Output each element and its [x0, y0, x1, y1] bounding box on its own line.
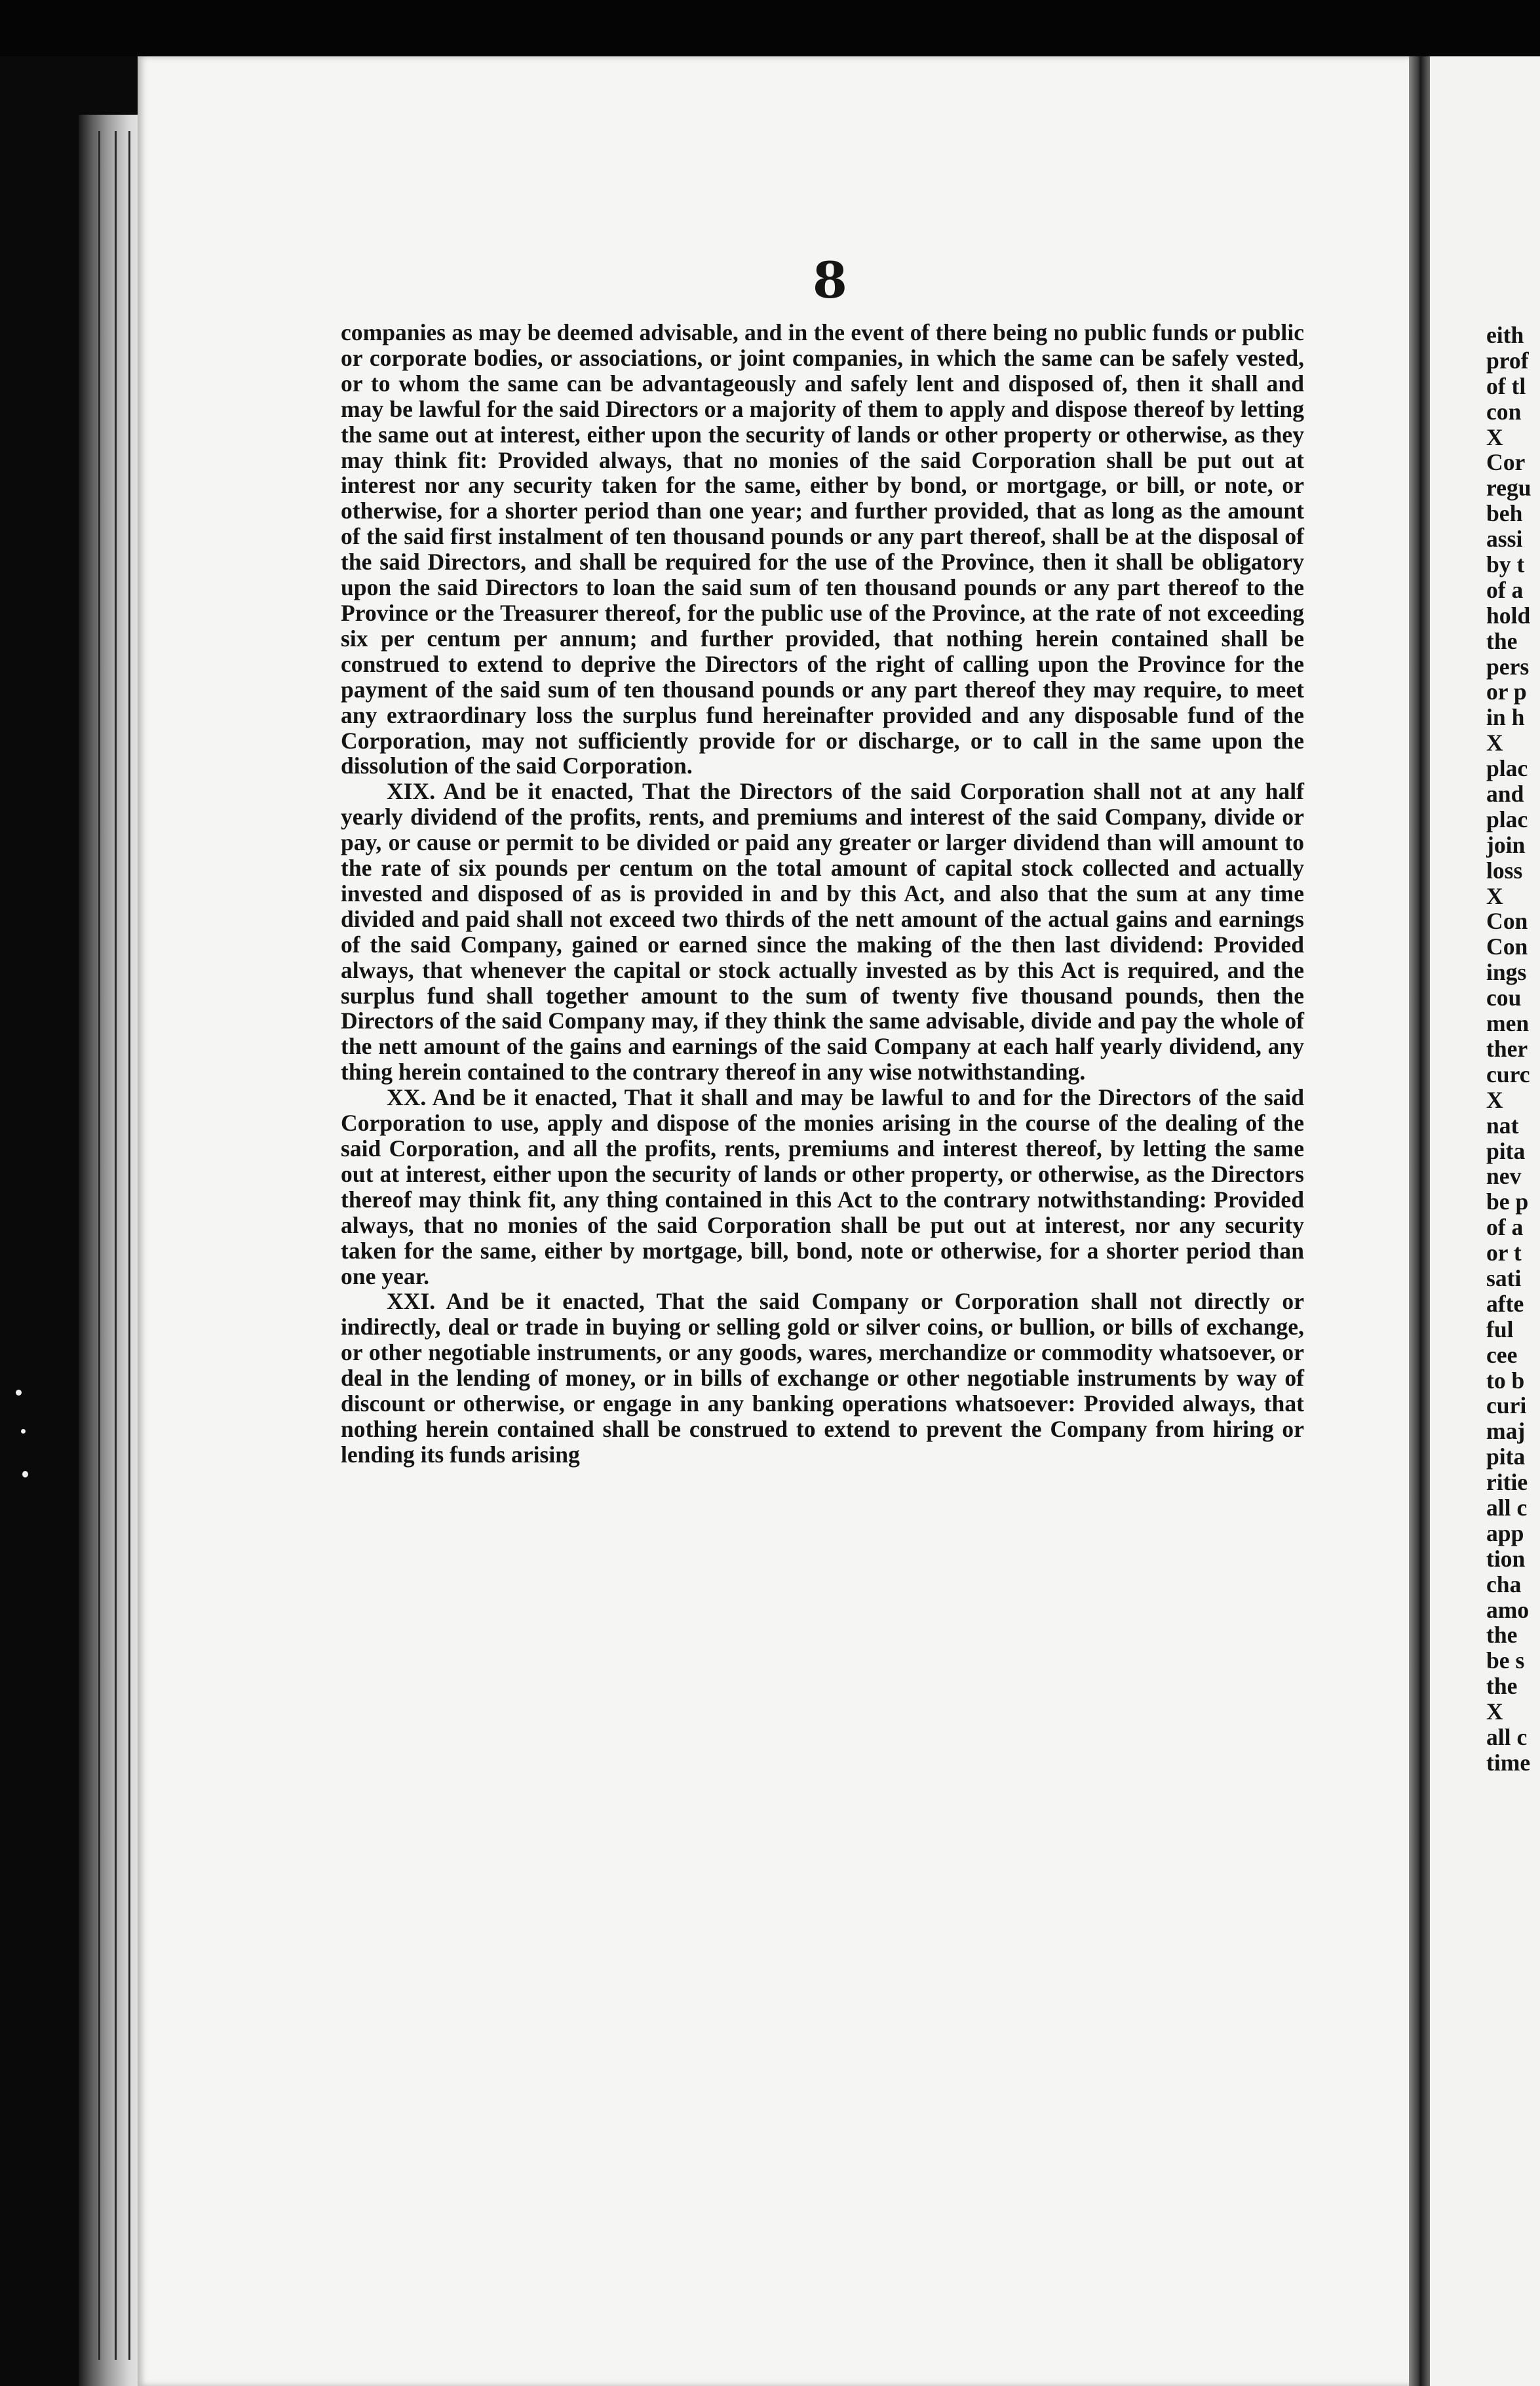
adjacent-page-fragment: regu	[1486, 475, 1531, 501]
adjacent-page-fragment: pita	[1486, 1443, 1526, 1470]
adjacent-page-fragment: hold	[1486, 602, 1531, 629]
adjacent-page-fragment: plac	[1486, 755, 1528, 782]
adjacent-page-fragment: join	[1486, 831, 1526, 858]
adjacent-page-fragment: be s	[1486, 1647, 1525, 1674]
adjacent-page-fragment: the	[1486, 1622, 1518, 1649]
adjacent-page-fragment: by t	[1486, 551, 1525, 578]
book-gutter	[1409, 56, 1430, 2386]
adjacent-page-fragment: curi	[1486, 1392, 1527, 1419]
adjacent-page-fragment: X	[1486, 1698, 1503, 1725]
adjacent-page-fragment: the	[1486, 627, 1518, 654]
adjacent-page-fragment: con	[1486, 398, 1522, 425]
adjacent-page-fragment: assi	[1486, 526, 1523, 553]
adjacent-page-fragment: cou	[1486, 985, 1522, 1011]
adjacent-page-fragment: amo	[1486, 1596, 1530, 1623]
adjacent-page-fragment: men	[1486, 1010, 1530, 1037]
adjacent-page-fragment: loss	[1486, 857, 1523, 884]
adjacent-page-fragment: ful	[1486, 1316, 1514, 1342]
adjacent-page-fragment: Con	[1486, 933, 1528, 960]
adjacent-page-text	[1486, 323, 1540, 1776]
adjacent-page-fragment: and	[1486, 781, 1524, 808]
adjacent-page-fragment: or t	[1486, 1240, 1522, 1266]
adjacent-page-fragment: cee	[1486, 1341, 1518, 1368]
adjacent-page-fragment: of a	[1486, 1214, 1524, 1241]
adjacent-page-fragment: X	[1486, 423, 1503, 450]
adjacent-page-fragment: X	[1486, 882, 1503, 909]
page-edge-line	[115, 131, 117, 2360]
scan-dust-specks	[13, 1390, 33, 1481]
scan-top-border	[0, 0, 1540, 56]
adjacent-page-fragment: nev	[1486, 1163, 1522, 1190]
adjacent-page-fragment: of a	[1486, 576, 1524, 603]
section-xx: XX. And be it enacted, That it shall and may be lawful to and for the Directors of the said Corporation to use, apply and dispose of the monies arising in the course of the dealing of the said Corporation, and all the profits, rents, premiums and interest thereof, by letting the same out at interest, either upon the security of lands or other property, or otherwise, as the Directors thereof may think fit, any thing contained in this Act to the contrary notwithstanding: Provided always, that no monies of the said Corporation shall be put out at interest, nor any security taken for the same, either by mortgage, bill, bond, note or otherwise, for a shorter period than one year.	[341, 1084, 1304, 1289]
adjacent-page-fragment: pita	[1486, 1137, 1526, 1164]
adjacent-page-fragment: to b	[1486, 1367, 1525, 1394]
adjacent-page-fragment: the	[1486, 1673, 1518, 1700]
adjacent-page-fragment: tion	[1486, 1545, 1526, 1572]
adjacent-page-fragment: maj	[1486, 1418, 1526, 1445]
adjacent-page-fragment: ritie	[1486, 1469, 1528, 1496]
adjacent-page-fragment: curc	[1486, 1061, 1530, 1087]
adjacent-page-fragment: ings	[1486, 959, 1527, 986]
adjacent-page-fragment: time	[1486, 1749, 1531, 1776]
adjacent-page-fragment: afte	[1486, 1290, 1524, 1317]
adjacent-page-fragment: or p	[1486, 678, 1527, 705]
adjacent-page-fragment: in h	[1486, 704, 1525, 731]
adjacent-page-fragment: Con	[1486, 908, 1528, 935]
adjacent-page-fragment: nat	[1486, 1112, 1519, 1139]
section-xxi: XXI. And be it enacted, That the said Company or Corporation shall not directly or indirectly, deal or trade in buying or selling gold or silver coins, or bullion, or bills of exchange, or other negotiable instruments, or any goods, wares, merchandize or commodity whatsoever, or deal in the lending of money, or in bills of exchange or other negotiable instruments by way of discount or otherwise, or engage in any banking operations whatsoever: Provided always, that nothing herein contained shall be construed to extend to prevent the Company from hiring or lending its funds arising	[341, 1288, 1304, 1468]
adjacent-page-fragment: all c	[1486, 1494, 1528, 1521]
adjacent-page-fragment: Cor	[1486, 449, 1526, 476]
adjacent-page-fragment: X	[1486, 730, 1503, 756]
adjacent-page-fragment: eith	[1486, 323, 1524, 348]
adjacent-page-fragment: X	[1486, 1086, 1503, 1113]
adjacent-page-fragment: of tl	[1486, 372, 1526, 399]
adjacent-page-fragment: ther	[1486, 1035, 1528, 1062]
page-edge-line	[98, 131, 100, 2360]
page-body	[341, 320, 1304, 1468]
adjacent-page-fragment: beh	[1486, 500, 1523, 527]
adjacent-page-fragment: be p	[1486, 1188, 1529, 1215]
adjacent-page-fragment: pers	[1486, 653, 1530, 680]
section-xix: XIX. And be it enacted, That the Directors of the said Corporation shall not at any half yearly dividend of the profits, rents, and premiums and interest of the said Company, divide or pay, or cause or permit to be divided or paid any greater or larger dividend than will amount to the rate of six pounds per centum on the total amount of capital stock collected and actually invested and disposed of as is provided in and by this Act, and also that the sum at any time divided and paid shall not exceed two thirds of the nett amount of the actual gains and earnings of the said Company, gained or earned since the making of the then last dividend: Provided always, that whenever the capital or stock actually invested as by this Act is required, and the surplus fund shall together amount to the sum of twenty five thousand pounds, then the Directors of the said Company may, if they think the same advisable, divide and pay the whole of the nett amount of the gains and earnings of the said Company at each half yearly dividend, any thing herein contained to the contrary thereof in any wise notwithstanding.	[341, 778, 1304, 1085]
paragraph-continuation: companies as may be deemed advisable, and in the event of there being no public funds or public or corporate bodies, or associations, or joint companies, in which the same can be safely vested, or to whom the same can be advantageously and safely lent and disposed of, then it shall and may be lawful for the said Directors or a majority of them to apply and dispose thereof by letting the same out at interest, either upon the security of lands or other property or otherwise, as they may think fit: Provided always, that no monies of the said Corporation shall be put out at interest nor any security taken for the same, either by bond, or mortgage, or bill, or note, or otherwise, for a shorter period than one year; and further provided, that as long as the amount of the said first instalment of ten thousand pounds or any part thereof, shall be at the disposal of the said Directors, and shall be required for the use of the Province, then it shall be obligatory upon the said Directors to loan the said sum of ten thousand pounds or any part thereof to the Province or the Treasurer thereof, for the public use of the Province, at the rate of not exceeding six per centum per annum; and further provided, that nothing herein contained shall be construed to extend to deprive the Directors of the right of calling upon the Province for the payment of the said sum of ten thousand pounds or any part thereof they may require, to meet any extraordinary loss the surplus fund hereinafter provided and any disposable fund of the Corporation, may not sufficiently provide for or discharge, or to call in the same upon the dissolution of the said Corporation.	[341, 319, 1304, 779]
page-edge-line	[128, 131, 130, 2360]
adjacent-page-fragment: prof	[1486, 347, 1529, 374]
adjacent-page-fragment: sati	[1486, 1264, 1522, 1291]
page-number: 8	[813, 251, 847, 309]
adjacent-page-fragment: all c	[1486, 1723, 1528, 1750]
adjacent-page-fragment: plac	[1486, 806, 1528, 832]
adjacent-page-fragment: app	[1486, 1519, 1524, 1546]
adjacent-page-fragment: cha	[1486, 1571, 1522, 1597]
